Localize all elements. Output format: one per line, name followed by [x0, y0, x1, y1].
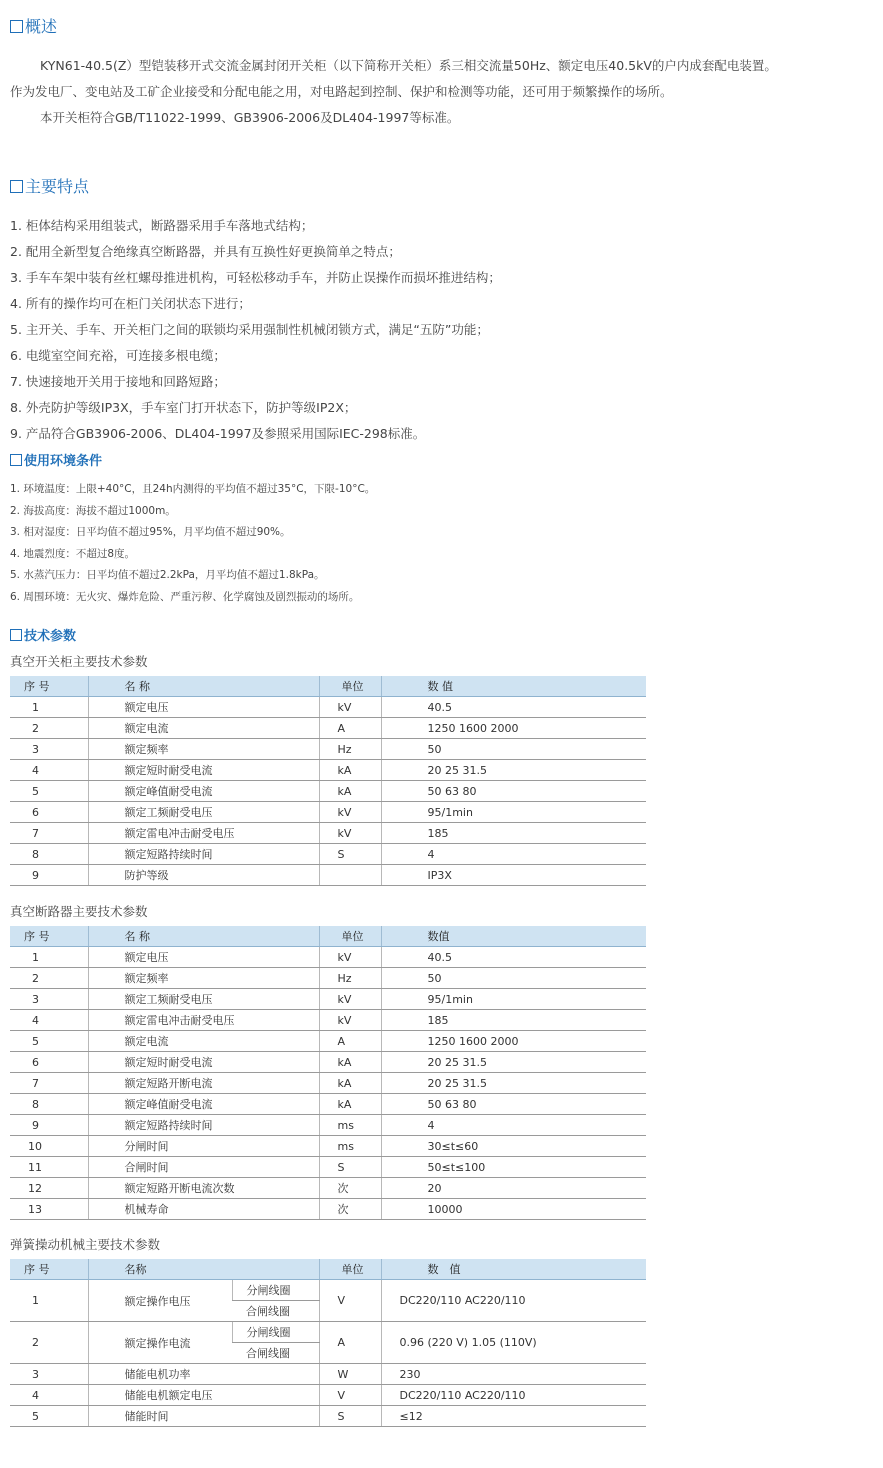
cell-value: 1250 1600 2000 — [381, 718, 646, 739]
cell-name: 额定峰值耐受电流 — [88, 781, 319, 802]
header-value: 数值 — [381, 926, 646, 947]
cell-index: 4 — [10, 1010, 88, 1031]
cell-index: 6 — [10, 1052, 88, 1073]
cell-name: 额定操作电压 — [88, 1280, 232, 1322]
table-row — [10, 1052, 646, 1073]
cell-unit: kA — [319, 1073, 381, 1094]
cell-value: 230 — [381, 1364, 646, 1385]
cell-name: 防护等级 — [88, 865, 319, 886]
cell-index: 8 — [10, 1094, 88, 1115]
feature-item-1: 1. 柜体结构采用组装式，断路器采用手车落地式结构； — [10, 218, 314, 233]
cell-unit: kA — [319, 781, 381, 802]
table-row — [10, 968, 646, 989]
table-row — [10, 1199, 646, 1220]
cell-name: 额定短时耐受电流 — [88, 1052, 319, 1073]
cell-name: 额定工频耐受电压 — [88, 802, 319, 823]
cell-name: 合闸时间 — [88, 1157, 319, 1178]
cell-value: 50≤t≤100 — [381, 1157, 646, 1178]
cell-subitem-closing-coil: 合闸线圈 — [232, 1343, 319, 1364]
cell-name: 额定短路持续时间 — [88, 1115, 319, 1136]
table-row — [10, 1178, 646, 1199]
cell-index: 1 — [10, 697, 88, 718]
feature-item-7: 7. 快速接地开关用于接地和回路短路； — [10, 374, 226, 389]
cell-index: 9 — [10, 1115, 88, 1136]
cell-index: 5 — [10, 781, 88, 802]
cell-value: 50 63 80 — [381, 781, 646, 802]
cell-unit: A — [319, 718, 381, 739]
cell-subitem-opening-coil: 分闸线圈 — [232, 1280, 319, 1301]
cell-index: 8 — [10, 844, 88, 865]
cell-value: 50 — [381, 739, 646, 760]
cell-name: 储能电机额定电压 — [88, 1385, 319, 1406]
feature-item-5: 5. 主开关、手车、开关柜门之间的联锁均采用强制性机械闭锁方式，满足“五防”功能； — [10, 322, 489, 337]
cell-index: 2 — [10, 1322, 88, 1364]
square-bullet-icon — [10, 454, 22, 466]
overview-paragraph-line-1: KYN61-40.5(Z）型铠装移开式交流金属封闭开关柜（以下简称开关柜）系三相交流量50Hz、额定电压40.5kV的户内成套配电装置。 — [40, 58, 777, 73]
cell-unit: kV — [319, 823, 381, 844]
cell-name: 额定短路开断电流 — [88, 1073, 319, 1094]
table-row — [10, 1157, 646, 1178]
cell-name: 额定工频耐受电压 — [88, 989, 319, 1010]
cell-unit: V — [319, 1280, 381, 1322]
table-row — [10, 1322, 646, 1343]
cell-unit: ms — [319, 1115, 381, 1136]
cell-name: 额定短路持续时间 — [88, 844, 319, 865]
environment-title: 使用环境条件 — [10, 452, 102, 472]
cell-index: 11 — [10, 1157, 88, 1178]
header-unit: 单位 — [319, 676, 381, 697]
cell-name: 额定电压 — [88, 697, 319, 718]
cell-value: 95/1min — [381, 989, 646, 1010]
cell-unit: kV — [319, 989, 381, 1010]
cell-value: 95/1min — [381, 802, 646, 823]
cell-unit: V — [319, 1385, 381, 1406]
table-row — [10, 1385, 646, 1406]
overview-paragraph-line-2: 作为发电厂、变电站及工矿企业接受和分配电能之用，对电路起到控制、保护和检测等功能，还可用于频繁操作的场所。 — [10, 84, 673, 99]
table-row — [10, 802, 646, 823]
table-row — [10, 781, 646, 802]
cell-unit: Hz — [319, 968, 381, 989]
table-row — [10, 823, 646, 844]
cell-index: 3 — [10, 989, 88, 1010]
cell-index: 5 — [10, 1031, 88, 1052]
table-header-row — [10, 1259, 646, 1280]
cell-unit: S — [319, 1157, 381, 1178]
cell-unit: kA — [319, 1052, 381, 1073]
header-index: 序 号 — [10, 676, 88, 697]
cell-name: 额定雷电冲击耐受电压 — [88, 823, 319, 844]
cell-value: 40.5 — [381, 697, 646, 718]
switchgear-table-caption: 真空开关柜主要技术参数 — [10, 654, 148, 669]
cell-index: 7 — [10, 823, 88, 844]
cell-unit: 次 — [319, 1199, 381, 1220]
cell-name: 额定电流 — [88, 1031, 319, 1052]
cell-value: 20 25 31.5 — [381, 1073, 646, 1094]
cell-unit: A — [319, 1322, 381, 1364]
table-row — [10, 844, 646, 865]
cell-name: 额定雷电冲击耐受电压 — [88, 1010, 319, 1031]
feature-item-6: 6. 电缆室空间充裕，可连接多根电缆； — [10, 348, 226, 363]
table-row — [10, 989, 646, 1010]
table-row — [10, 1136, 646, 1157]
table-row — [10, 760, 646, 781]
cell-name: 分闸时间 — [88, 1136, 319, 1157]
cell-index: 2 — [10, 718, 88, 739]
table-row — [10, 1115, 646, 1136]
cell-value: 40.5 — [381, 947, 646, 968]
cell-value: 20 — [381, 1178, 646, 1199]
feature-item-8: 8. 外壳防护等级IP3X，手车室门打开状态下，防护等级IP2X； — [10, 400, 357, 415]
cell-value: 185 — [381, 1010, 646, 1031]
feature-item-3: 3. 手车车架中装有丝杠螺母推进机构，可轻松移动手车，并防止误操作而损坏推进结构； — [10, 270, 501, 285]
feature-item-4: 4. 所有的操作均可在柜门关闭状态下进行； — [10, 296, 251, 311]
cell-unit — [319, 865, 381, 886]
cell-index: 13 — [10, 1199, 88, 1220]
table-row — [10, 1010, 646, 1031]
header-name: 名称 — [88, 1259, 319, 1280]
cell-unit: kV — [319, 947, 381, 968]
header-index: 序 号 — [10, 926, 88, 947]
cell-index: 6 — [10, 802, 88, 823]
cell-unit: kV — [319, 1010, 381, 1031]
cell-index: 5 — [10, 1406, 88, 1427]
cell-name: 储能电机功率 — [88, 1364, 319, 1385]
cell-unit: S — [319, 1406, 381, 1427]
cell-value: 20 25 31.5 — [381, 760, 646, 781]
environment-item-6: 6. 周围环境：无火灾、爆炸危险、严重污秽、化学腐蚀及剧烈振动的场所。 — [10, 591, 360, 603]
cell-unit: Hz — [319, 739, 381, 760]
header-name: 名 称 — [88, 926, 319, 947]
header-index: 序 号 — [10, 1259, 88, 1280]
overview-title: 概述 — [10, 17, 57, 37]
cell-value: 185 — [381, 823, 646, 844]
environment-item-5: 5. 水蒸汽压力：日平均值不超过2.2kPa，月平均值不超过1.8kPa。 — [10, 569, 325, 581]
cell-name: 额定峰值耐受电流 — [88, 1094, 319, 1115]
cell-name: 储能时间 — [88, 1406, 319, 1427]
cell-value: 0.96 (220 V) 1.05 (110V) — [381, 1322, 646, 1364]
table-row — [10, 865, 646, 886]
table-row — [10, 947, 646, 968]
breaker-params-table — [10, 926, 646, 1220]
environment-item-4: 4. 地震烈度：不超过8度。 — [10, 548, 136, 560]
overview-standards-paragraph: 本开关柜符合GB/T11022-1999、GB3906-2006及DL404-1997等标准。 — [40, 110, 460, 125]
cell-value: 30≤t≤60 — [381, 1136, 646, 1157]
header-value: 数 值 — [381, 676, 646, 697]
table-row — [10, 718, 646, 739]
tech-params-title: 技术参数 — [10, 627, 76, 647]
environment-item-2: 2. 海拔高度：海拔不超过1000m。 — [10, 505, 176, 517]
cell-value: 4 — [381, 1115, 646, 1136]
cell-value: ≤12 — [381, 1406, 646, 1427]
header-value: 数 值 — [381, 1259, 646, 1280]
cell-unit: ms — [319, 1136, 381, 1157]
table-row — [10, 697, 646, 718]
header-unit: 单位 — [319, 1259, 381, 1280]
cell-unit: S — [319, 844, 381, 865]
table-header-row — [10, 676, 646, 697]
cell-name: 额定短时耐受电流 — [88, 760, 319, 781]
cell-index: 2 — [10, 968, 88, 989]
cell-index: 4 — [10, 760, 88, 781]
environment-item-1: 1. 环境温度：上限+40°C，且24h内测得的平均值不超过35°C，下限-10°C。 — [10, 483, 376, 495]
cell-index: 7 — [10, 1073, 88, 1094]
feature-item-9: 9. 产品符合GB3906-2006、DL404-1997及参照采用国际IEC-298标准。 — [10, 426, 426, 441]
breaker-table-caption: 真空断路器主要技术参数 — [10, 904, 148, 919]
cell-name: 额定电压 — [88, 947, 319, 968]
cell-index: 3 — [10, 739, 88, 760]
header-name: 名 称 — [88, 676, 319, 697]
table-row — [10, 1073, 646, 1094]
cell-subitem-closing-coil: 合闸线圈 — [232, 1301, 319, 1322]
cell-unit: kA — [319, 1094, 381, 1115]
cell-name: 机械寿命 — [88, 1199, 319, 1220]
table-row — [10, 1364, 646, 1385]
cell-unit: 次 — [319, 1178, 381, 1199]
cell-unit: kA — [319, 760, 381, 781]
cell-index: 4 — [10, 1385, 88, 1406]
cell-unit: A — [319, 1031, 381, 1052]
cell-index: 12 — [10, 1178, 88, 1199]
cell-name: 额定操作电流 — [88, 1322, 232, 1364]
cell-value: DC220/110 AC220/110 — [381, 1280, 646, 1322]
switchgear-params-table — [10, 676, 646, 886]
table-row — [10, 1280, 646, 1301]
features-title: 主要特点 — [10, 177, 89, 197]
mechanism-table-caption: 弹簧操动机械主要技术参数 — [10, 1237, 161, 1252]
cell-name: 额定短路开断电流次数 — [88, 1178, 319, 1199]
cell-index: 3 — [10, 1364, 88, 1385]
cell-unit: W — [319, 1364, 381, 1385]
cell-value: 50 63 80 — [381, 1094, 646, 1115]
environment-item-3: 3. 相对湿度：日平均值不超过95%，月平均值不超过90%。 — [10, 526, 291, 538]
mechanism-params-table — [10, 1259, 646, 1427]
header-unit: 单位 — [319, 926, 381, 947]
cell-value: 10000 — [381, 1199, 646, 1220]
cell-value: DC220/110 AC220/110 — [381, 1385, 646, 1406]
table-row — [10, 1031, 646, 1052]
cell-value: 1250 1600 2000 — [381, 1031, 646, 1052]
cell-unit: kV — [319, 697, 381, 718]
cell-index: 10 — [10, 1136, 88, 1157]
cell-index: 1 — [10, 947, 88, 968]
cell-value: IP3X — [381, 865, 646, 886]
cell-name: 额定电流 — [88, 718, 319, 739]
square-bullet-icon — [10, 180, 23, 193]
table-row — [10, 1094, 646, 1115]
table-row — [10, 1406, 646, 1427]
cell-value: 20 25 31.5 — [381, 1052, 646, 1073]
cell-subitem-opening-coil: 分闸线圈 — [232, 1322, 319, 1343]
cell-index: 9 — [10, 865, 88, 886]
cell-index: 1 — [10, 1280, 88, 1322]
table-row — [10, 739, 646, 760]
cell-name: 额定频率 — [88, 739, 319, 760]
cell-value: 4 — [381, 844, 646, 865]
cell-value: 50 — [381, 968, 646, 989]
feature-item-2: 2. 配用全新型复合绝缘真空断路器，并具有互换性好更换简单之特点； — [10, 244, 401, 259]
cell-unit: kV — [319, 802, 381, 823]
cell-name: 额定频率 — [88, 968, 319, 989]
square-bullet-icon — [10, 20, 23, 33]
square-bullet-icon — [10, 629, 22, 641]
table-header-row — [10, 926, 646, 947]
